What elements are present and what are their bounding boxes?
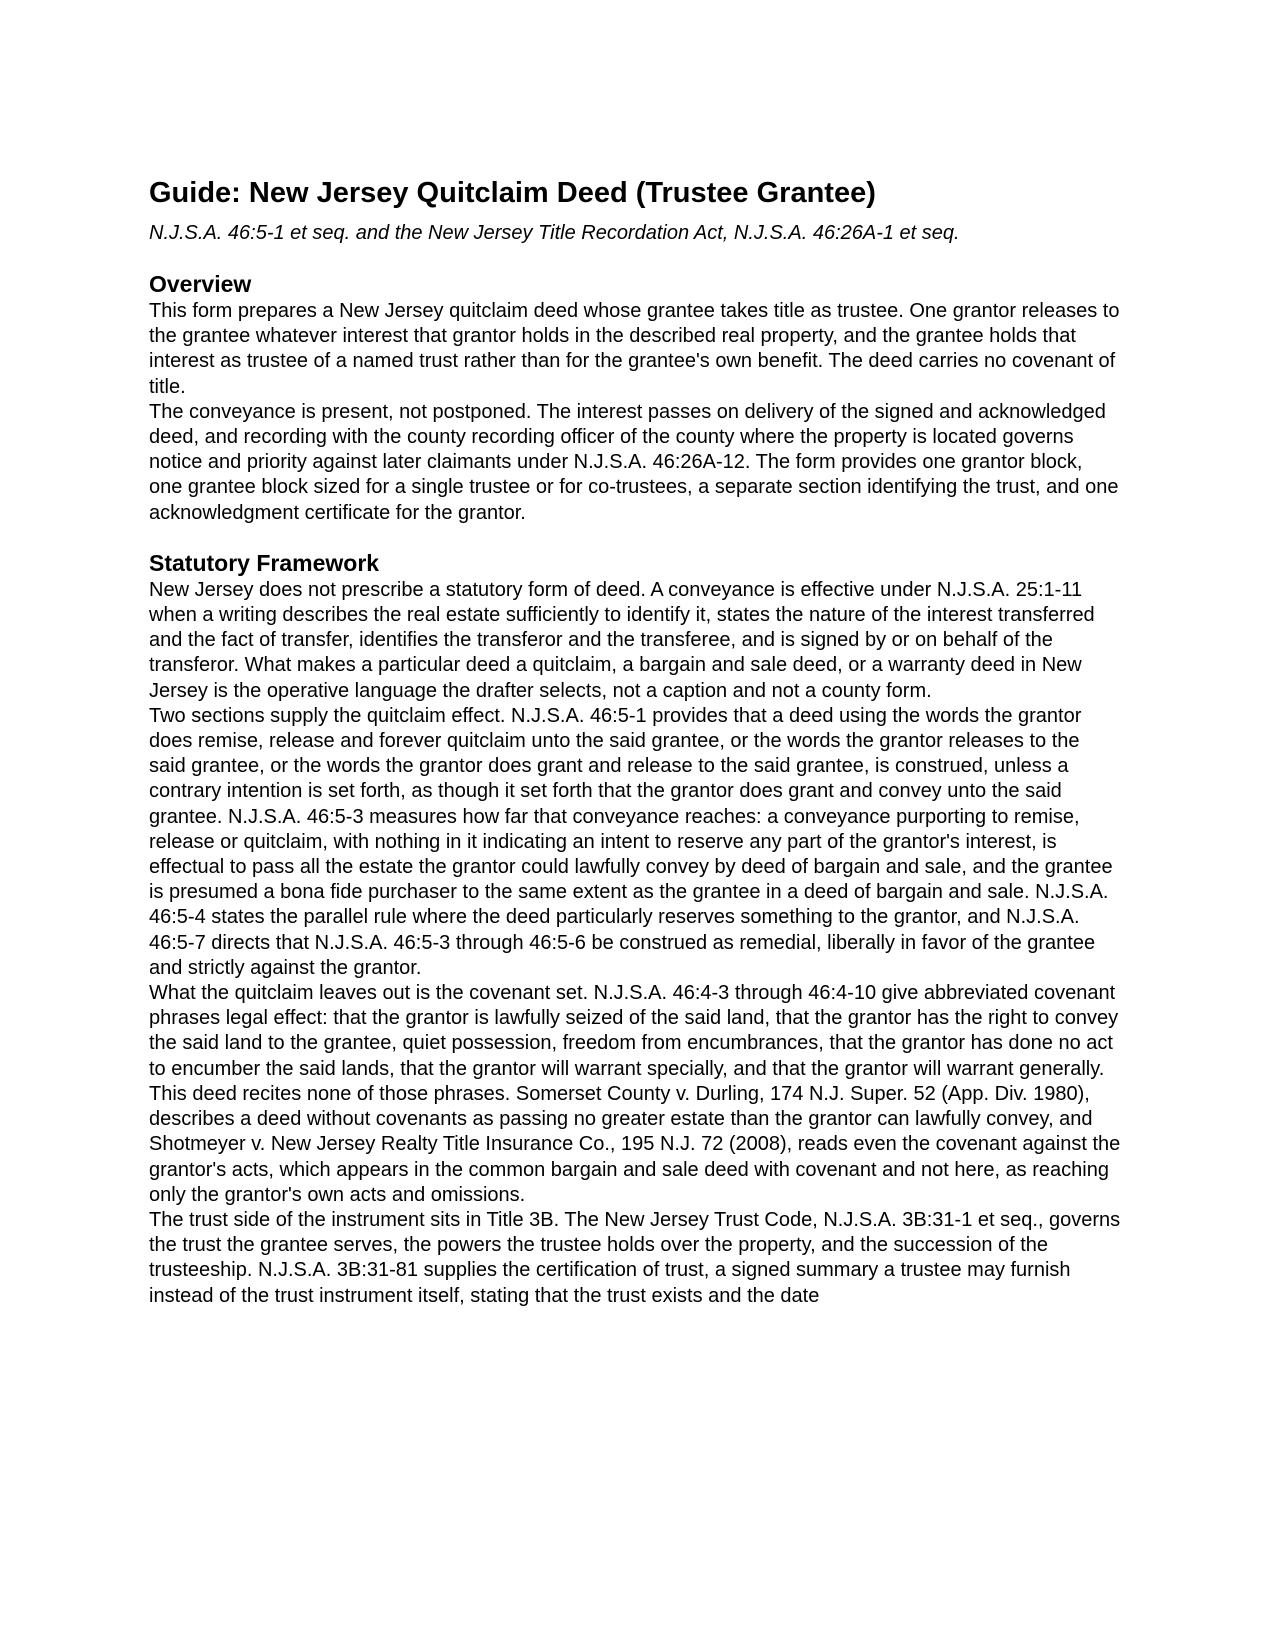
statutory-paragraph-2: Two sections supply the quitclaim effect. N.J.S.A. 46:5-1 provides that a deed using the words the grantor does remise, release and forever quitclaim unto the said grantee, or the words the grantor releases to the said grantee, or the words the grantor does grant and release to the said grantee, is construed, unless a contrary intention is set forth, as though it set forth that the grantor does grant and convey unto the said grantee. N.J.S.A. 46:5-3 measures how far that conveyance reaches: a conveyance purporting to remise, release or quitclaim, with nothing in it indicating an intent to reserve any part of the grantor's interest, is effectual to pass all the estate the grantor could lawfully convey by deed of bargain and sale, and the grantee is presumed a bona fide purchaser to the same extent as the grantee in a deed of bargain and sale. N.J.S.A. 46:5-4 states the parallel rule where the deed particularly reserves something to the grantor, and N.J.S.A. 46:5-7 directs that N.J.S.A. 46:5-3 through 46:5-6 be construed as remedial, liberally in favor of the grantee and strictly against the grantor. [149, 704, 1113, 979]
statutory-paragraph-4: The trust side of the instrument sits in Title 3B. The New Jersey Trust Code, N.J.S.A. 3B:31-1 et seq., governs the trust the grantee serves, the powers the trustee holds over the property, and the succession of the trusteeship. N.J.S.A. 3B:31-81 supplies the certification of trust, a signed summary a trustee may furnish instead of the trust instrument itself, stating that the trust exists and the date [149, 1208, 1121, 1307]
overview-paragraph-2: The conveyance is present, not postponed. The interest passes on delivery of the signed and acknowledged deed, and recording with the county recording officer of the county where the property is located governs notice and priority against later claimants under N.J.S.A. 46:26A-12. The form provides one grantor block, one grantee block sized for a single trustee or for co-trustees, a separate section identifying the trust, and one acknowledgment certificate for the grantor. [149, 400, 1119, 524]
document-subtitle: N.J.S.A. 46:5-1 et seq. and the New Jersey Title Recordation Act, N.J.S.A. 46:26A-1 et seq. [149, 222, 960, 244]
section-heading-overview: Overview [149, 271, 252, 297]
document-title: Guide: New Jersey Quitclaim Deed (Trustee Grantee) [149, 177, 876, 209]
document-page [149, 173, 1121, 1309]
overview-paragraph-1: This form prepares a New Jersey quitclaim deed whose grantee takes title as trustee. One grantor releases to the grantee whatever interest that grantor holds in the described real property, and the grantee holds that interest as trustee of a named trust rather than for the grantee's own benefit. The deed carries no covenant of title. [149, 300, 1120, 398]
statutory-paragraph-1: New Jersey does not prescribe a statutory form of deed. A conveyance is effective under N.J.S.A. 25:1-11 when a writing describes the real estate sufficiently to identify it, states the nature of the interest transferred and the fact of transfer, identifies the transferor and the transferee, and is signed by or on behalf of the transferor. What makes a particular deed a quitclaim, a bargain and sale deed, or a warranty deed in New Jersey is the operative language the drafter selects, not a caption and not a county form. [149, 578, 1095, 702]
section-heading-statutory-framework: Statutory Framework [149, 549, 380, 576]
statutory-paragraph-3: What the quitclaim leaves out is the covenant set. N.J.S.A. 46:4-3 through 46:4-10 give abbreviated covenant phrases legal effect: that the grantor is lawfully seized of the said land, that the grantor has the right to convey the said land to the grantee, quiet possession, freedom from encumbrances, that the grantor has done no act to encumber the said lands, that the grantor will warrant specially, and that the grantor will warrant generally. This deed recites none of those phrases. Somerset County v. Durling, 174 N.J. Super. 52 (App. Div. 1980), describes a deed without covenants as passing no greater estate than the grantor can lawfully convey, and Shotmeyer v. New Jersey Realty Title Insurance Co., 195 N.J. 72 (2008), reads even the covenant against the grantor's acts, which appears in the common bargain and sale deed with covenant and not here, as reaching only the grantor's own acts and omissions. [149, 982, 1121, 1206]
